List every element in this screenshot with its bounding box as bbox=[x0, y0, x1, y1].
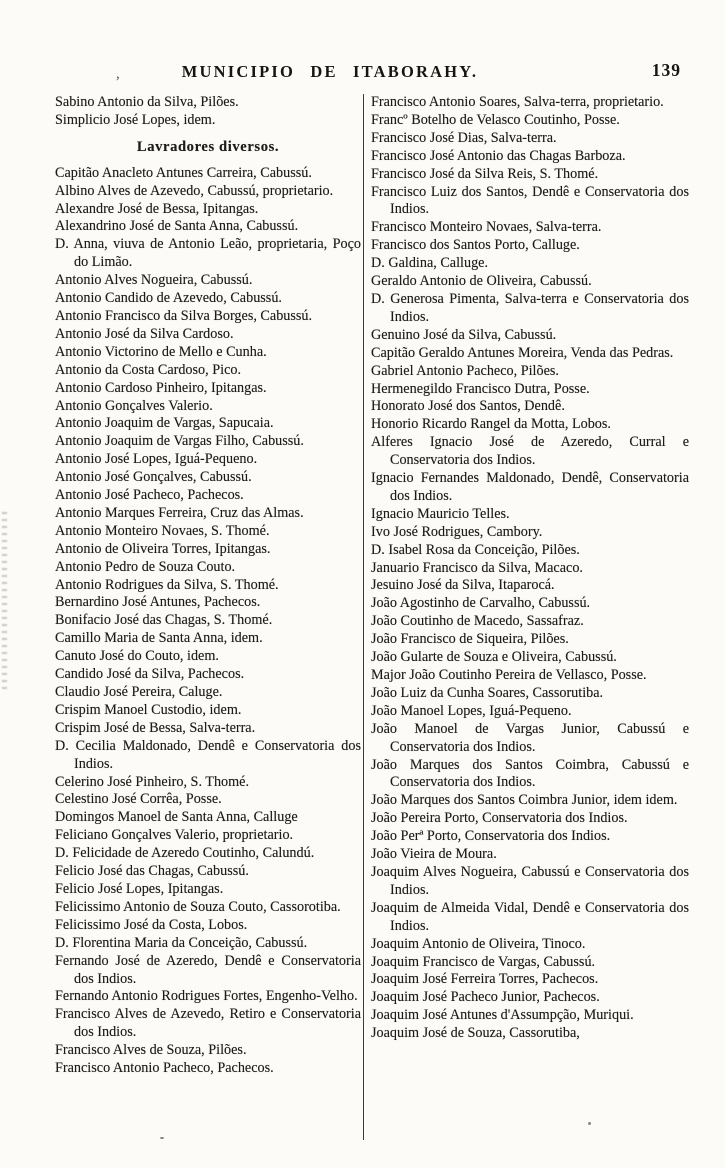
directory-entry: Fernando José de Azeredo, Dendê e Conservatoria dos Indios. bbox=[55, 952, 361, 987]
directory-entry: João Marques dos Santos Coimbra Junior, idem idem. bbox=[371, 792, 678, 809]
directory-entry: Antonio José Gonçalves, Cabussú. bbox=[55, 469, 252, 486]
directory-entry: João Coutinho de Macedo, Sassafraz. bbox=[371, 613, 584, 630]
directory-entry: Felicio José das Chagas, Cabussú. bbox=[55, 863, 249, 880]
directory-entry: Simplicio José Lopes, idem. bbox=[55, 111, 216, 128]
directory-entry: Celestino José Corrêa, Posse. bbox=[55, 791, 222, 808]
directory-entry: Francisco Monteiro Novaes, Salva-terra. bbox=[371, 219, 602, 236]
directory-entry: Antonio Francisco da Silva Borges, Cabussú. bbox=[55, 307, 313, 324]
directory-entry: Bonifacio José das Chagas, S. Thomé. bbox=[55, 612, 273, 629]
directory-entry: Crispim José de Bessa, Salva-terra. bbox=[55, 719, 256, 736]
right-column-entries bbox=[371, 94, 689, 1043]
directory-entry: Claudio José Pereira, Caluge. bbox=[55, 684, 223, 700]
directory-entry: Antonio Monteiro Novaes, S. Thomé. bbox=[55, 522, 270, 539]
directory-entry: Antonio Cardoso Pinheiro, Ipitangas. bbox=[55, 379, 267, 396]
page-header-title: MUNICIPIO DE ITABORAHY. bbox=[181, 62, 479, 81]
directory-entry: Canuto José do Couto, idem. bbox=[55, 648, 219, 665]
directory-entry: Antonio Marques Ferreira, Cruz das Almas. bbox=[55, 504, 304, 521]
right-column bbox=[371, 94, 689, 1043]
directory-entry: Joaquim de Almeida Vidal, Dendê e Conservatoria dos Indios. bbox=[371, 899, 689, 934]
directory-entry: Alferes Ignacio José de Azeredo, Curral e Conservatoria dos Indios. bbox=[371, 434, 689, 469]
directory-entry: Honorato José dos Santos, Dendê. bbox=[371, 398, 565, 415]
directory-entry: Francisco José Antonio das Chagas Barboza. bbox=[371, 147, 626, 164]
directory-entry: Sabino Antonio da Silva, Pilões. bbox=[55, 94, 239, 110]
directory-entry: Genuino José da Silva, Cabussú. bbox=[371, 326, 557, 343]
directory-entry: Alexandrino José de Santa Anna, Cabussú. bbox=[55, 218, 299, 235]
directory-entry: Francisco Antonio Pacheco, Pachecos. bbox=[55, 1060, 274, 1077]
directory-entry: João Francisco de Siqueira, Pilões. bbox=[371, 631, 569, 648]
directory-entry: D. Cecilia Maldonado, Dendê e Conservatoria dos Indios. bbox=[55, 737, 361, 772]
directory-entry: Joaquim José Antunes d'Assumpção, Muriqui. bbox=[371, 1007, 634, 1024]
stray-ink-mark: , bbox=[116, 66, 120, 82]
directory-entry: João Perª Porto, Conservatoria dos Indios. bbox=[371, 828, 611, 845]
section-heading: Lavradores diversos. bbox=[136, 138, 280, 155]
directory-entry: Antonio Joaquim de Vargas Filho, Cabussú. bbox=[55, 433, 304, 450]
page-number: 139 bbox=[651, 60, 681, 80]
directory-entry: João Agostinho de Carvalho, Cabussú. bbox=[371, 595, 591, 612]
directory-entry: Antonio de Oliveira Torres, Ipitangas. bbox=[55, 540, 271, 557]
directory-entry: Francisco Antonio Soares, Salva-terra, proprietario. bbox=[371, 94, 664, 110]
directory-entry: D. Florentina Maria da Conceição, Cabussú. bbox=[55, 934, 308, 951]
directory-entry: Francisco Alves de Azevedo, Retiro e Conservatoria dos Indios. bbox=[55, 1006, 361, 1041]
directory-entry: João Marques dos Santos Coimbra, Cabussú e Conservatoria dos Indios. bbox=[371, 756, 689, 791]
directory-entry: Ignacio Mauricio Telles. bbox=[371, 505, 510, 522]
directory-entry: João Manoel Lopes, Iguá-Pequeno. bbox=[371, 702, 572, 719]
directory-entry: Januario Francisco da Silva, Macaco. bbox=[371, 559, 583, 576]
directory-entry: João Pereira Porto, Conservatoria dos Indios. bbox=[371, 810, 628, 827]
directory-entry: Fernando Antonio Rodrigues Fortes, Engenho-Velho. bbox=[55, 988, 358, 1005]
directory-entry: D. Anna, viuva de Antonio Leão, proprietaria, Poço do Limão. bbox=[55, 236, 361, 271]
left-column-pre-entries bbox=[55, 94, 361, 130]
directory-entry: Francisco dos Santos Porto, Calluge. bbox=[371, 237, 580, 254]
directory-entry: Antonio Rodrigues da Silva, S. Thomé. bbox=[55, 576, 279, 593]
directory-entry: Antonio da Costa Cardoso, Pico. bbox=[55, 361, 242, 378]
directory-entry: Joaquim José Pacheco Junior, Pachecos. bbox=[371, 989, 600, 1006]
directory-entry: Domingos Manoel de Santa Anna, Calluge bbox=[55, 809, 298, 826]
left-column bbox=[55, 94, 361, 1078]
directory-entry: Antonio José Pacheco, Pachecos. bbox=[55, 487, 244, 504]
directory-entry: Francisco Luiz dos Santos, Dendê e Conservatoria dos Indios. bbox=[371, 183, 689, 218]
directory-entry: João Manoel de Vargas Junior, Cabussú e Conservatoria dos Indios. bbox=[371, 720, 689, 755]
directory-entry: Bernardino José Antunes, Pachecos. bbox=[55, 594, 261, 611]
directory-entry: Francisco Alves de Souza, Pilões. bbox=[55, 1042, 247, 1059]
directory-entry: Honorio Ricardo Rangel da Motta, Lobos. bbox=[371, 416, 611, 433]
directory-entry: Antonio Joaquim de Vargas, Sapucaia. bbox=[55, 415, 274, 432]
directory-entry: Joaquim Alves Nogueira, Cabussú e Conservatoria dos Indios. bbox=[371, 863, 689, 898]
directory-entry: Antonio Gonçalves Valerio. bbox=[55, 397, 213, 414]
directory-entry: Joaquim Antonio de Oliveira, Tinoco. bbox=[371, 935, 586, 952]
directory-entry: Geraldo Antonio de Oliveira, Cabussú. bbox=[371, 273, 592, 290]
scan-speck bbox=[160, 1137, 164, 1139]
directory-entry: D. Generosa Pimenta, Salva-terra e Conservatoria dos Indios. bbox=[371, 290, 689, 325]
directory-entry: Capitão Anacleto Antunes Carreira, Cabussú. bbox=[55, 164, 312, 181]
directory-entry: Joaquim Francisco de Vargas, Cabussú. bbox=[371, 953, 596, 970]
directory-entry: Joaquim José de Souza, Cassorutiba, bbox=[371, 1025, 580, 1042]
directory-entry: Antonio Candido de Azevedo, Cabussú. bbox=[55, 290, 282, 307]
directory-entry: Felicissimo Antonio de Souza Couto, Cassorotiba. bbox=[55, 898, 341, 915]
directory-entry: Antonio José Lopes, Iguá-Pequeno. bbox=[55, 451, 258, 468]
directory-entry: Crispim Manoel Custodio, idem. bbox=[55, 701, 242, 718]
directory-entry: Feliciano Gonçalves Valerio, proprietario. bbox=[55, 827, 294, 844]
directory-entry: Camillo Maria de Santa Anna, idem. bbox=[55, 630, 263, 647]
directory-entry: Antonio Pedro de Souza Couto. bbox=[55, 558, 236, 575]
left-column-entries bbox=[55, 165, 361, 1078]
directory-entry: Francº Botelho de Velasco Coutinho, Posse. bbox=[371, 111, 620, 128]
directory-entry: Hermenegildo Francisco Dutra, Posse. bbox=[371, 380, 590, 397]
directory-entry: Felicio José Lopes, Ipitangas. bbox=[55, 880, 224, 897]
directory-entry: Felicissimo José da Costa, Lobos. bbox=[55, 916, 248, 933]
scan-speck bbox=[588, 1122, 591, 1125]
directory-entry: Antonio Alves Nogueira, Cabussú. bbox=[55, 272, 253, 289]
directory-entry: Antonio José da Silva Cardoso. bbox=[55, 325, 234, 342]
directory-entry: Celerino José Pinheiro, S. Thomé. bbox=[55, 773, 250, 790]
directory-entry: D. Galdina, Calluge. bbox=[371, 255, 489, 272]
directory-entry: Capitão Geraldo Antunes Moreira, Venda das Pedras. bbox=[371, 344, 674, 361]
directory-entry: Ivo José Rodrigues, Cambory. bbox=[371, 523, 543, 540]
directory-entry: Jesuino José da Silva, Itaparocá. bbox=[371, 577, 555, 594]
directory-entry: D. Felicidade de Azeredo Coutinho, Calundú. bbox=[55, 845, 315, 862]
column-divider-rule bbox=[363, 94, 364, 1140]
directory-entry: Major João Coutinho Pereira de Vellasco, Posse. bbox=[371, 667, 647, 683]
directory-entry: Antonio Victorino de Mello e Cunha. bbox=[55, 343, 267, 360]
directory-entry: Candido José da Silva, Pachecos. bbox=[55, 666, 245, 683]
directory-entry: Joaquim José Ferreira Torres, Pachecos. bbox=[371, 971, 599, 988]
directory-entry: João Vieira de Moura. bbox=[371, 846, 497, 863]
directory-entry: Francisco José da Silva Reis, S. Thomé. bbox=[371, 165, 599, 182]
margin-smudge-artifact bbox=[2, 512, 7, 692]
directory-entry: Francisco José Dias, Salva-terra. bbox=[371, 129, 557, 146]
directory-entry: João Gularte de Souza e Oliveira, Cabussú. bbox=[371, 649, 617, 666]
directory-entry: Ignacio Fernandes Maldonado, Dendê, Conservatoria dos Indios. bbox=[371, 470, 689, 504]
directory-entry: Albino Alves de Azevedo, Cabussú, proprietario. bbox=[55, 182, 334, 199]
directory-entry: João Luiz da Cunha Soares, Cassorutiba. bbox=[371, 684, 604, 701]
directory-entry: Gabriel Antonio Pacheco, Pilões. bbox=[371, 362, 559, 379]
directory-entry: D. Isabel Rosa da Conceição, Pilões. bbox=[371, 541, 580, 558]
directory-entry: Alexandre José de Bessa, Ipitangas. bbox=[55, 200, 259, 217]
